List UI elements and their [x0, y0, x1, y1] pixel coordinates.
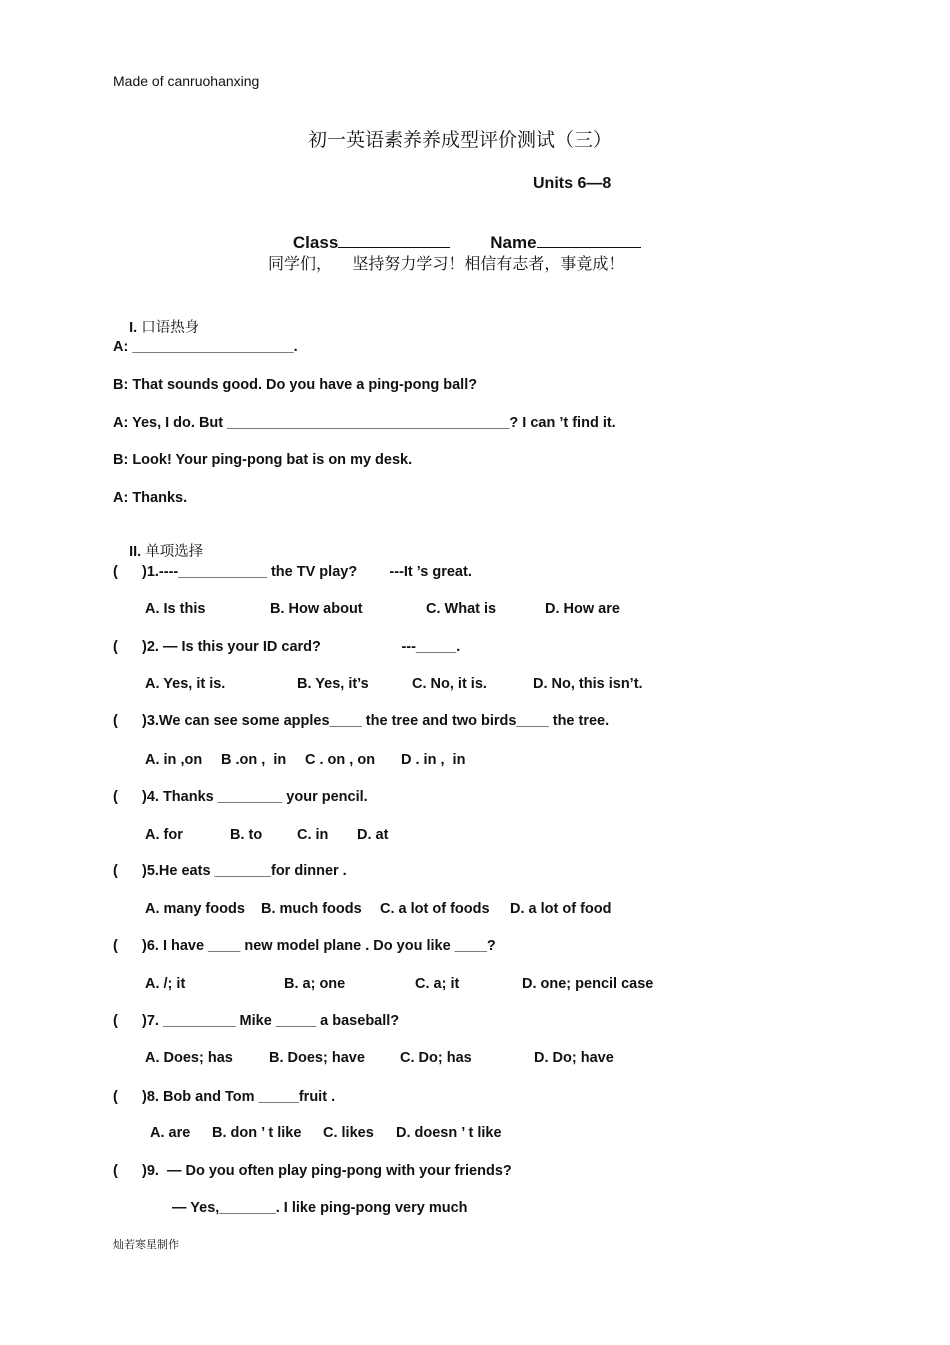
option-d: D. How are	[545, 601, 620, 617]
section2-number: II.	[129, 544, 142, 560]
dialogue-line: A: ____________________.	[113, 339, 298, 355]
option-b: B. much foods	[261, 901, 362, 917]
footer-note: 灿若寒星制作	[113, 1238, 179, 1251]
option-c: C. in	[297, 827, 329, 843]
option-c: C. Do; has	[400, 1050, 472, 1066]
option-a: A. /; it	[145, 976, 186, 992]
option-b: B. How about	[270, 601, 363, 617]
units-subtitle: Units 6—8	[533, 175, 612, 192]
section1-title: 口语热身	[141, 320, 200, 336]
option-b: B. Does; have	[269, 1050, 365, 1066]
question-8: ( )8. Bob and Tom _____fruit .	[113, 1089, 336, 1105]
option-c: C. No, it is.	[412, 676, 487, 692]
option-b: B. a; one	[284, 976, 346, 992]
page-title: 初一英语素养养成型评价测试（三）	[307, 129, 612, 151]
question-4: ( )4. Thanks ________ your pencil.	[113, 789, 368, 805]
motto: 同学们， 坚持努力学习！相信有志者，事竟成！	[268, 254, 625, 273]
option-a: A. in ,on	[145, 752, 203, 768]
option-d: D. doesn ’ t like	[396, 1125, 502, 1141]
option-b: B. to	[230, 827, 263, 843]
question-7: ( )7. _________ Mike _____ a baseball?	[113, 1013, 400, 1029]
section2-title: 单项选择	[145, 544, 204, 560]
option-c: C. a; it	[415, 976, 460, 992]
question-6: ( )6. I have ____ new model plane . Do you like ____?	[113, 938, 496, 954]
option-a: A. many foods	[145, 901, 245, 917]
class-label: Class	[292, 233, 339, 252]
question-9: ( )9. — Do you often play ping-pong with your friends?	[113, 1163, 512, 1179]
class-blank	[338, 231, 450, 248]
option-b: B. Yes, it’s	[297, 676, 369, 692]
option-a: A. Is this	[145, 601, 206, 617]
option-c: C. What is	[426, 601, 497, 617]
option-d: D. No, this isn’t.	[533, 676, 643, 692]
question-3: ( )3.We can see some apples____ the tree and two birds____ the tree.	[113, 713, 610, 729]
dialogue-line: B: Look! Your ping-pong bat is on my desk.	[113, 452, 413, 468]
option-d: D. Do; have	[534, 1050, 614, 1066]
option-c: C. likes	[323, 1125, 374, 1141]
name-blank	[537, 231, 641, 248]
section1-number: I.	[129, 320, 138, 336]
dialogue-line: B: That sounds good. Do you have a ping-pong ball?	[113, 377, 478, 393]
dialogue-line: A: Thanks.	[113, 490, 188, 506]
option-d: D. a lot of food	[510, 901, 612, 917]
option-b: B .on , in	[221, 752, 287, 768]
answer-line: — Yes,_______. I like ping-pong very much	[172, 1200, 468, 1216]
question-5: ( )5.He eats _______for dinner .	[113, 863, 347, 879]
header-note: Made of canruohanxing	[113, 73, 260, 89]
option-a: A. for	[145, 827, 183, 843]
dialogue-line: A: Yes, I do. But ___________________________________? I can ’t find it.	[113, 415, 616, 431]
option-c: C . on , on	[305, 752, 376, 768]
option-a: A. Does; has	[145, 1050, 233, 1066]
option-d: D. one; pencil case	[522, 976, 654, 992]
option-a: A. are	[150, 1125, 191, 1141]
option-b: B. don ’ t like	[212, 1125, 302, 1141]
name-label: Name	[490, 233, 537, 252]
option-d: D. at	[357, 827, 389, 843]
option-d: D . in , in	[401, 752, 466, 768]
option-a: A. Yes, it is.	[145, 676, 226, 692]
question-1: ( )1.----___________ the TV play? ---It ’s great.	[113, 564, 472, 580]
option-c: C. a lot of foods	[380, 901, 490, 917]
question-2: ( )2. — Is this your ID card? ---_____.	[113, 639, 461, 655]
